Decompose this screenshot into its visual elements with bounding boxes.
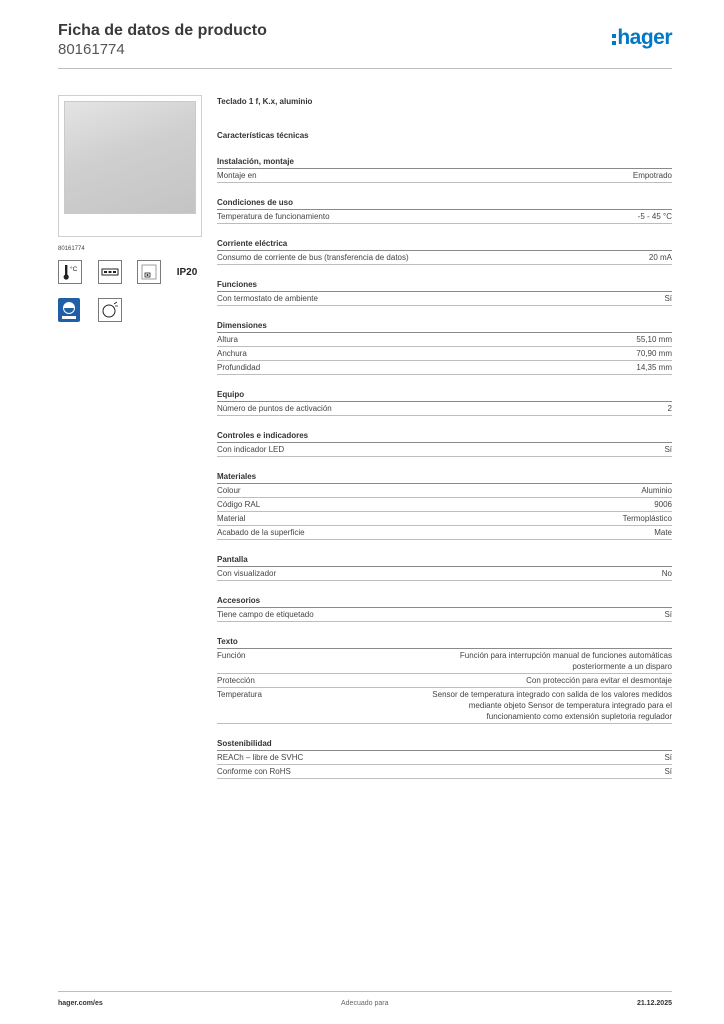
spec-row [217, 751, 672, 765]
spec-row [217, 210, 672, 224]
temperature-sensor-icon [98, 298, 122, 322]
spec-label: Material [217, 514, 246, 523]
spec-value: 55,10 mm [636, 335, 672, 344]
spec-label: Anchura [217, 349, 247, 358]
spec-label: Conforme con RoHS [217, 767, 291, 776]
spec-group-title: Funciones [217, 278, 672, 292]
spec-label: Acabado de la superficie [217, 528, 305, 537]
spec-groups [217, 155, 672, 779]
spec-group [217, 553, 672, 581]
page-footer [58, 991, 672, 1022]
spec-group-title: Texto [217, 635, 672, 649]
spec-row [217, 361, 672, 375]
spec-value: Sensor de temperatura integrado con salida de los valores medidos mediante objeto Sensor de temperatura integrado para el funcionamiento como extensión supletoria regulador [432, 690, 672, 721]
spec-row [217, 674, 672, 688]
spec-value: 9006 [654, 500, 672, 509]
spec-row [217, 443, 672, 457]
spec-value: Empotrado [632, 171, 672, 180]
spec-group-title: Condiciones de uso [217, 196, 672, 210]
left-panel [58, 95, 202, 340]
spec-label: Con visualizador [217, 569, 277, 578]
spec-label: Temperatura [217, 690, 262, 699]
spec-row [217, 347, 672, 361]
socket-icon [137, 260, 161, 284]
technical-characteristics-title: Características técnicas [217, 131, 309, 140]
spec-row [217, 688, 672, 724]
spec-value: No [661, 569, 672, 578]
spec-row [217, 567, 672, 581]
spec-group [217, 635, 672, 724]
spec-label: Función [217, 651, 246, 660]
spec-group [217, 388, 672, 416]
footer-website[interactable]: hager.com/es [58, 1000, 103, 1007]
spec-group-title: Sostenibilidad [217, 737, 672, 751]
spec-group-title: Dimensiones [217, 319, 672, 333]
spec-row [217, 526, 672, 540]
spec-row [217, 484, 672, 498]
product-name: Teclado 1 f, K.x, aluminio [217, 97, 313, 106]
spec-row [217, 251, 672, 265]
spec-value: Termoplástico [622, 514, 672, 523]
spec-value: 70,90 mm [636, 349, 672, 358]
spec-row [217, 649, 672, 674]
spec-row [217, 169, 672, 183]
spec-group-title: Materiales [217, 470, 672, 484]
spec-label: Número de puntos de activación [217, 404, 332, 413]
spec-group [217, 470, 672, 540]
spec-group-title: Equipo [217, 388, 672, 402]
spec-row [217, 498, 672, 512]
temperature-icon-text: °C [70, 266, 78, 273]
document-title: Ficha de datos de producto [58, 22, 267, 39]
product-number: 80161774 [58, 41, 125, 58]
spec-label: Profundidad [217, 363, 261, 372]
spec-group-title: Accesorios [217, 594, 672, 608]
spec-value: Sí [664, 445, 672, 454]
spec-value: 2 [667, 404, 672, 413]
footer-date: 21.12.2025 [636, 1000, 672, 1007]
spec-label: REACh – libre de SVHC [217, 753, 304, 762]
eco-label-icon [58, 298, 82, 322]
spec-row [217, 292, 672, 306]
certification-icons [58, 260, 202, 340]
spec-value: Mate [654, 528, 672, 537]
spec-label: Tiene campo de etiquetado [217, 610, 314, 619]
logo-dots [612, 34, 616, 45]
spec-row [217, 608, 672, 622]
spec-label: Temperatura de funcionamiento [217, 212, 330, 221]
logo-text: hager [617, 26, 672, 49]
spec-value: -5 - 45 °C [637, 212, 672, 221]
spec-group-title: Corriente eléctrica [217, 237, 672, 251]
spec-label: Montaje en [217, 171, 257, 180]
spec-group [217, 237, 672, 265]
spec-value: Con protección para evitar el desmontaje [526, 676, 672, 685]
spec-value: Aluminio [641, 486, 672, 495]
spec-row [217, 512, 672, 526]
spec-group [217, 196, 672, 224]
footer-suitable-for: Adecuado para [341, 1000, 389, 1007]
ip-rating-icon: IP20 [175, 260, 199, 284]
spec-group [217, 429, 672, 457]
spec-group-title: Instalación, montaje [217, 155, 672, 169]
product-image [64, 101, 196, 214]
page-header [58, 22, 672, 69]
spec-row [217, 765, 672, 779]
spec-row [217, 402, 672, 416]
spec-label: Código RAL [217, 500, 261, 509]
spec-value: Sí [664, 610, 672, 619]
spec-label: Protección [217, 676, 255, 685]
spec-group-title: Pantalla [217, 553, 672, 567]
spec-label: Colour [217, 486, 241, 495]
specifications [217, 95, 672, 779]
spec-group [217, 278, 672, 306]
hager-logo[interactable] [612, 27, 672, 48]
spec-value: Función para interrupción manual de funciones automáticas posteriormente a un disparo [459, 651, 672, 671]
spec-label: Altura [217, 335, 238, 344]
spec-value: Sí [664, 753, 672, 762]
spec-value: Sí [664, 767, 672, 776]
spec-group-title: Controles e indicadores [217, 429, 672, 443]
spec-value: Sí [664, 294, 672, 303]
spec-value: 20 mA [648, 253, 672, 262]
display-panel-icon [98, 260, 122, 284]
spec-label: Con termostato de ambiente [217, 294, 318, 303]
spec-row [217, 333, 672, 347]
spec-value: 14,35 mm [636, 363, 672, 372]
spec-group [217, 594, 672, 622]
temperature-icon [58, 260, 82, 284]
spec-label: Consumo de corriente de bus (transferencia de datos) [217, 253, 409, 262]
spec-label: Con indicador LED [217, 445, 285, 454]
product-image-caption: 80161774 [58, 246, 85, 252]
product-image-frame [58, 95, 202, 237]
spec-group [217, 155, 672, 183]
spec-group [217, 737, 672, 779]
spec-group [217, 319, 672, 375]
